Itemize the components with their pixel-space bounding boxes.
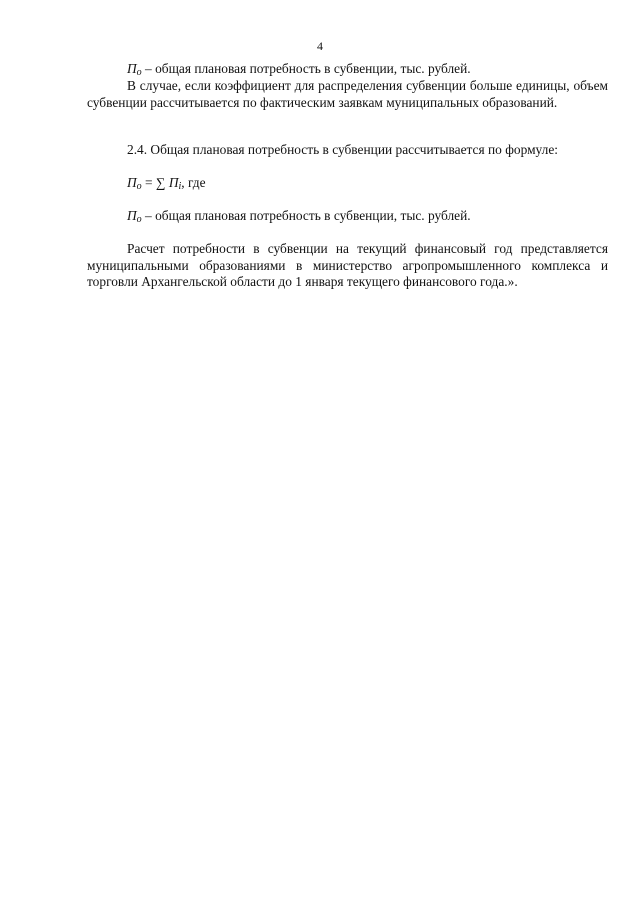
formula-lhs-variable: П	[127, 175, 137, 190]
formula-lhs-subscript: о	[136, 181, 142, 192]
formula-rhs-variable: П	[168, 175, 179, 190]
variable-subscript: о	[136, 214, 142, 225]
calculation-paragraph: Расчет потребности в субвенции на текущий финансовый год представляется муниципальными образованиями в министерство агропромышленного комплекса и торговли Архангельской области до 1 января текущего финансового года.».	[87, 241, 608, 290]
definition-text: – общая плановая потребность в субвенции, тыс. рублей.	[141, 61, 471, 76]
variable-p: П	[127, 61, 137, 76]
formula-tail: , где	[181, 175, 206, 190]
formula-intro-paragraph: 2.4. Общая плановая потребность в субвенции рассчитывается по формуле:	[127, 142, 558, 157]
formula-operator: = ∑	[141, 175, 169, 190]
formula	[87, 175, 608, 196]
formula-rhs-subscript: i	[178, 181, 182, 192]
page-number: 4	[317, 39, 323, 53]
definition-text: – общая плановая потребность в субвенции, тыс. рублей.	[141, 208, 471, 223]
variable-p: П	[127, 208, 137, 223]
coefficient-paragraph: В случае, если коэффициент для распределения субвенции больше единицы, объем субвенции рассчитывается по фактическим заявкам муниципальных образований.	[87, 78, 608, 110]
variable-subscript: о	[136, 67, 142, 78]
definition-paragraph-2	[87, 208, 608, 229]
